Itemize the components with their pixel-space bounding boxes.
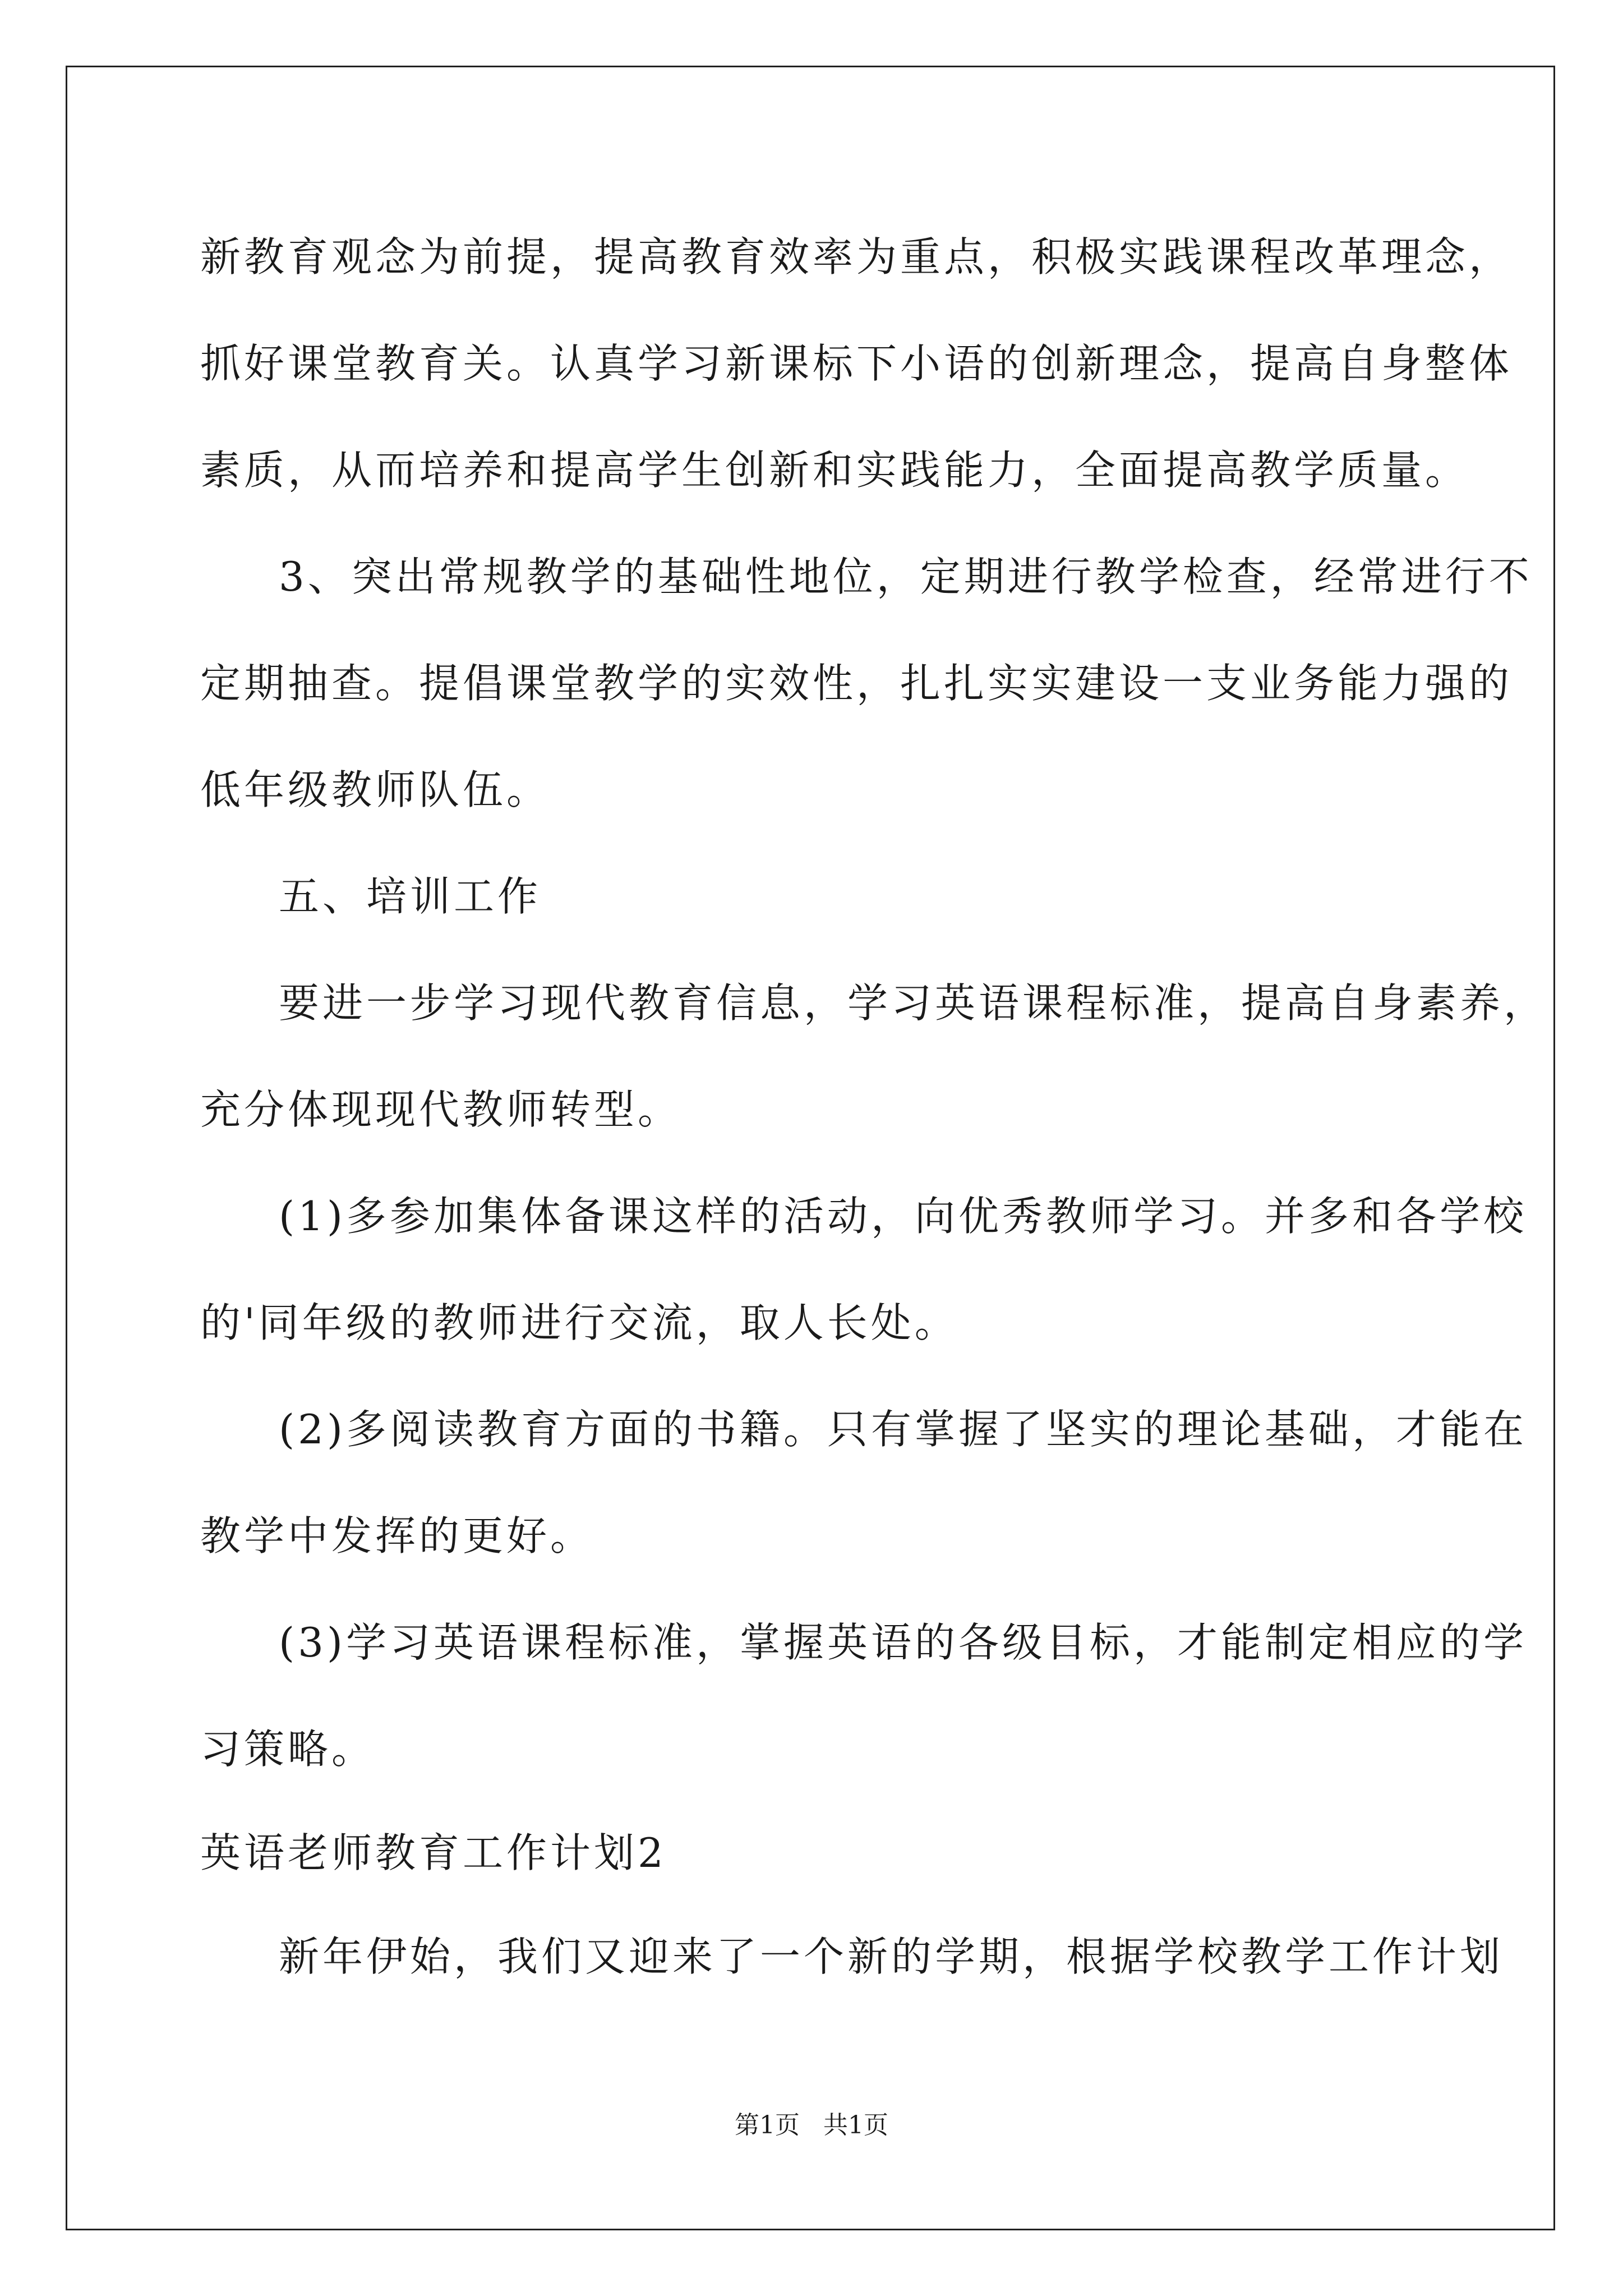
- body-line-5: 定期抽查。提倡课堂教学的实效性，扎扎实实建设一支业务能力强的: [200, 660, 1513, 707]
- body-line-14: (3)学习英语课程标准，掌握英语的各级目标，才能制定相应的学: [279, 1619, 1527, 1666]
- body-line-12: (2)多阅读教育方面的书籍。只有掌握了坚实的理论基础，才能在: [279, 1406, 1527, 1453]
- body-line-9: 充分体现现代教师转型。: [200, 1086, 682, 1133]
- body-line-13: 教学中发挥的更好。: [200, 1512, 594, 1559]
- body-line-4: 3、突出常规教学的基础性地位，定期进行教学检查，经常进行不: [279, 553, 1533, 600]
- body-line-2: 抓好课堂教育关。认真学习新课标下小语的创新理念，提高自身整体: [200, 340, 1513, 387]
- body-line-17: 新年伊始，我们又迎来了一个新的学期，根据学校教学工作计划: [279, 1933, 1504, 1980]
- body-line-3: 素质，从而培养和提高学生创新和实践能力，全面提高教学质量。: [200, 447, 1469, 494]
- document-subtitle: 英语老师教育工作计划2: [200, 1829, 667, 1876]
- page-footer: 第1页 共1页: [735, 2111, 888, 2139]
- section-heading: 五、培训工作: [279, 873, 542, 920]
- body-line-10: (1)多参加集体备课这样的活动，向优秀教师学习。并多和各学校: [279, 1193, 1527, 1240]
- body-line-15: 习策略。: [200, 1726, 376, 1773]
- body-line-1: 新教育观念为前提，提高教育效率为重点，积极实践课程改革理念，: [200, 233, 1513, 280]
- body-line-6: 低年级教师队伍。: [200, 766, 551, 813]
- body-line-8: 要进一步学习现代教育信息，学习英语课程标准，提高自身素养，: [279, 979, 1548, 1027]
- body-line-11: 的'同年级的教师进行交流，取人长处。: [200, 1299, 958, 1346]
